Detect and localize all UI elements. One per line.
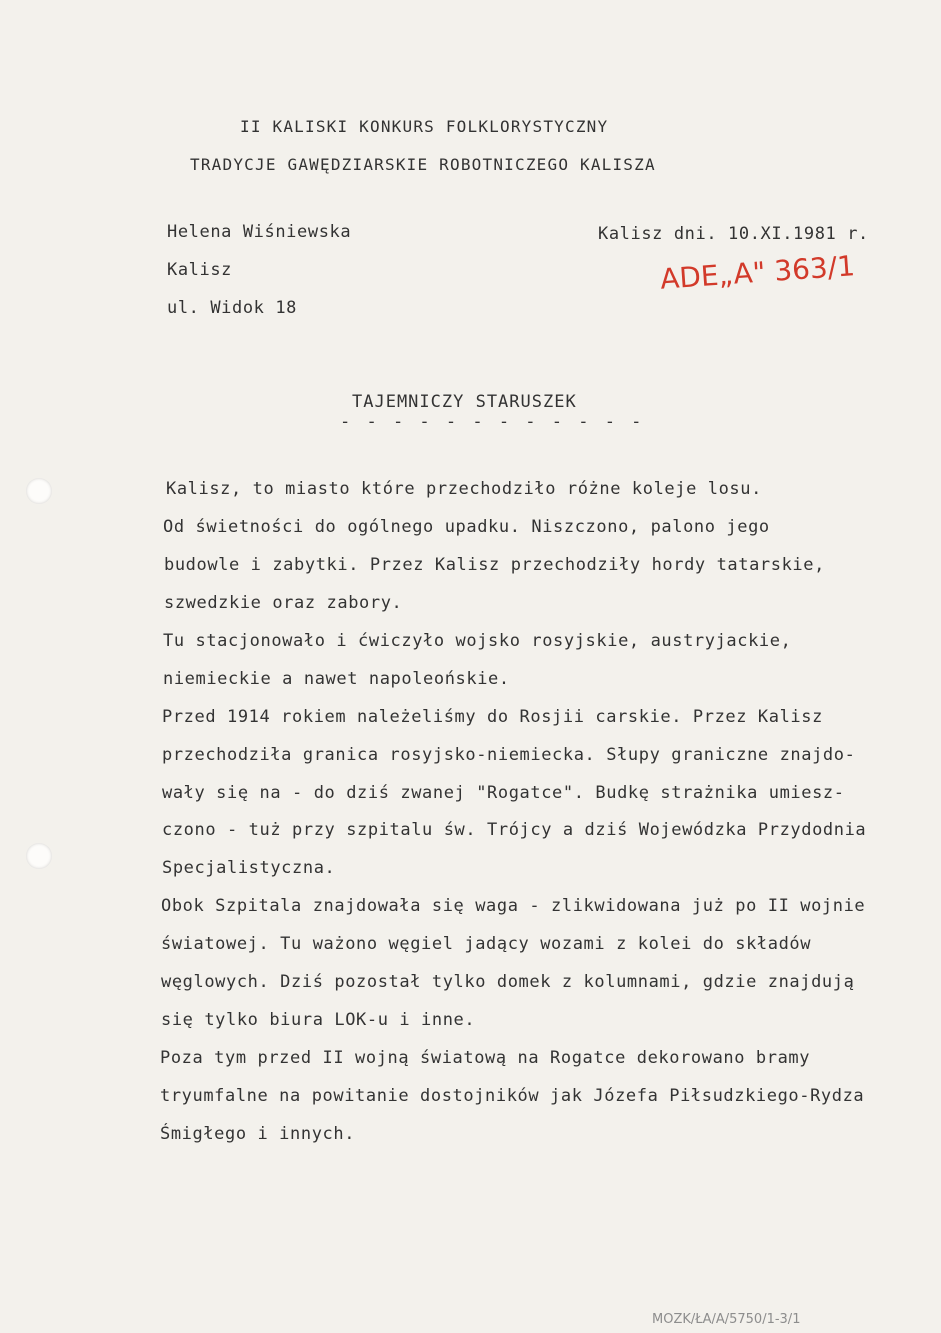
body-line: tryumfalne na powitanie dostojników jak Józefa Piłsudzkiego-Rydza [160,1086,865,1106]
body-line: czono - tuż przy szpitalu św. Trójcy a dziś Wojewódzka Przydodnia [162,820,867,840]
author-name: Helena Wiśniewska [167,222,352,242]
archive-stamp-pencil: MOZK/ŁA/A/5750/1-3/1 [652,1312,801,1327]
body-line: Obok Szpitala znajdowała się waga - zlikwidowana już po II wojnie [161,896,866,916]
story-title: TAJEMNICZY STARUSZEK [352,392,577,412]
body-line: budowle i zabytki. Przez Kalisz przechodziły hordy tatarskie, [164,555,825,575]
body-line: Kalisz, to miasto które przechodziło różne koleje losu. [166,479,762,499]
body-line: Od świetności do ogólnego upadku. Niszczono, palono jego [163,517,770,537]
body-line: Tu stacjonowało i ćwiczyło wojsko rosyjskie, austryjackie, [163,631,792,651]
punch-hole-upper [26,478,52,504]
archive-reference-handwritten: ADE„A" 363/1 [659,249,856,296]
header-line-2: TRADYCJE GAWĘDZIARSKIE ROBOTNICZEGO KALISZA [190,155,656,174]
header-line-1: II KALISKI KONKURS FOLKLORYSTYCZNY [240,117,609,136]
author-street: ul. Widok 18 [167,298,298,318]
body-line: światowej. Tu ważono węgiel jadący wozami z kolei do składów [161,934,812,954]
body-line: Specjalistyczna. [162,858,336,878]
body-line: przechodziła granica rosyjsko-niemiecka. Słupy graniczne znajdo- [162,745,856,765]
title-underline: - - - - - - - - - - - - [340,412,645,432]
body-line: węglowych. Dziś pozostał tylko domek z kolumnami, gdzie znajdują [161,972,855,992]
body-line: wały się na - do dziś zwanej "Rogatce". Budkę strażnika umiesz- [162,783,845,803]
body-line: niemieckie a nawet napoleońskie. [163,669,510,689]
body-line: Przed 1914 rokiem należeliśmy do Rosjii carskie. Przez Kalisz [162,707,823,727]
document-date: Kalisz dni. 10.XI.1981 r. [598,224,869,244]
body-line: się tylko biura LOK-u i inne. [161,1010,476,1030]
author-city: Kalisz [167,260,233,280]
body-line: Poza tym przed II wojną światową na Rogatce dekorowano bramy [160,1048,811,1068]
punch-hole-lower [26,843,52,869]
body-line: szwedzkie oraz zabory. [164,593,403,613]
body-line: Śmigłego i innych. [160,1124,356,1144]
